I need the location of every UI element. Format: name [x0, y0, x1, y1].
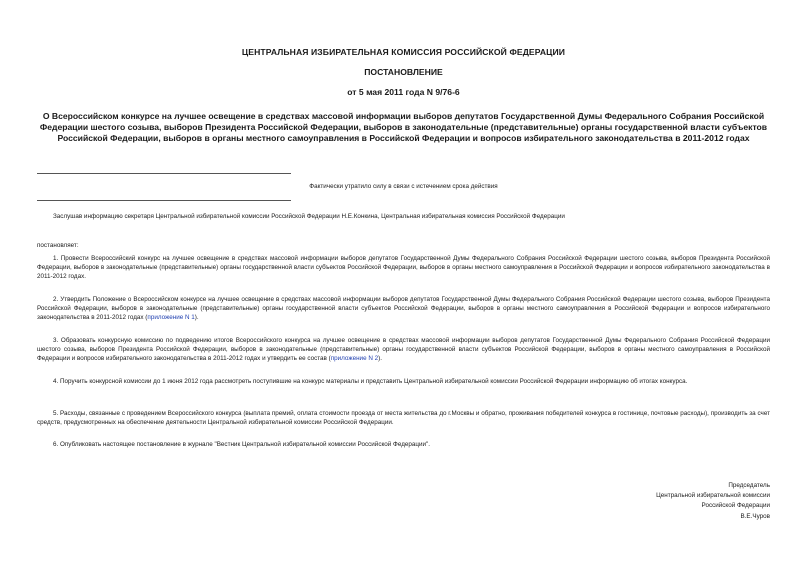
- paragraph-2: [37, 295, 770, 323]
- document-date-number: от 5 мая 2011 года N 9/76-6: [347, 87, 460, 97]
- paragraph-4: 4. Поручить конкурсной комиссии до 1 июня 2012 года рассмотреть поступившие на конкурс материалы и представить Центральной избирательной комиссии Российской Федерации информацию об итогах конкурса.: [53, 378, 688, 385]
- signature-organization: Центральной избирательной комиссии: [656, 492, 770, 500]
- document-subject: О Всероссийском конкурсе на лучшее освещение в средствах массовой информации выборов депутатов Государственной Думы Федерального Собрания Российской Федерации шестого созыва, выборов Президента Российской Федерации, выборов в законодательные (представительные) органы государственной власти субъектов Российской Федерации, выборов в органы местного самоуправления в Российской Федерации и вопросов избирательного законодательства в 2011-2012 годах: [39, 111, 768, 143]
- document-type: ПОСТАНОВЛЕНИЕ: [364, 67, 443, 77]
- resolved-label: постановляет:: [37, 242, 79, 249]
- organization-title: ЦЕНТРАЛЬНАЯ ИЗБИРАТЕЛЬНАЯ КОМИССИЯ РОССИЙСКОЙ ФЕДЕРАЦИИ: [241, 47, 566, 57]
- divider-top: [37, 173, 291, 174]
- paragraph-1: 1. Провести Всероссийский конкурс на лучшее освещение в средствах массовой информации выборов депутатов Государственной Думы Федерального Собрания Российской Федерации шестого созыва, выборов Президента Российской Федерации, выборов в законодательные (представительные) органы государственной власти субъектов Российской Федерации, выборов в органы местного самоуправления в Российской Федерации и вопросов избирательного законодательства в 2011-2012 годах.: [37, 255, 770, 281]
- paragraph-2-text: 2. Утвердить Положение о Всероссийском конкурсе на лучшее освещение в средствах массовой информации выборов депутатов Государственной Думы Федерального Собрания Российской Федерации шестого созыва, выборов Президента Российской Федерации, выборов в законодательные (представительные) органы государственной власти субъектов Российской Федерации, выборов в органы местного самоуправления в Российской Федерации и вопросов избирательного законодательства в 2011-2012 годах (: [37, 296, 770, 322]
- paragraph-3-text: 3. Образовать конкурсную комиссию по подведению итогов Всероссийского конкурса на лучшее освещение в средствах массовой информации выборов депутатов Государственной Думы Федерального Собрания Российской Федерации шестого созыва, выборов Президента Российской Федерации, выборов в законодательные (представительные) органы государственной власти субъектов Российской Федерации, выборов в органы местного самоуправления в Российской Федерации и вопросов избирательного законодательства в 2011-2012 годах и утвердить ее состав (: [37, 337, 770, 363]
- appendix-1-link[interactable]: приложение N 1: [147, 314, 195, 322]
- signature-block: [656, 481, 770, 522]
- divider-bottom: [37, 200, 291, 201]
- paragraph-5: 5. Расходы, связанные с проведением Всероссийского конкурса (выплата премий, оплата стоимости проезда от места жительства до г.Москвы и обратно, проживания победителей конкурса в гостинице, почтовые расходы), производить за счет средств, предусмотренных на обеспечение деятельности Центральной избирательной комиссии Российской Федерации.: [37, 410, 770, 427]
- paragraph-3: [37, 336, 770, 364]
- preamble: Заслушав информацию секретаря Центральной избирательной комиссии Российской Федерации Н.Е.Конкина, Центральная избирательная комиссия Российской Федерации: [53, 213, 565, 220]
- paragraph-6: 6. Опубликовать настоящее постановление в журнале "Вестник Центральной избирательной комиссии Российской Федерации".: [53, 441, 431, 448]
- paragraph-3-end: ).: [378, 355, 382, 363]
- paragraph-2-end: ).: [194, 314, 199, 322]
- signature-name: В.Е.Чуров: [740, 512, 770, 520]
- appendix-2-link[interactable]: приложение N 2: [330, 355, 379, 363]
- signature-country: Российской Федерации: [701, 502, 770, 510]
- signature-position: Председатель: [728, 482, 770, 489]
- status-note: Фактически утратило силу в связи с истечением срока действия: [309, 183, 498, 190]
